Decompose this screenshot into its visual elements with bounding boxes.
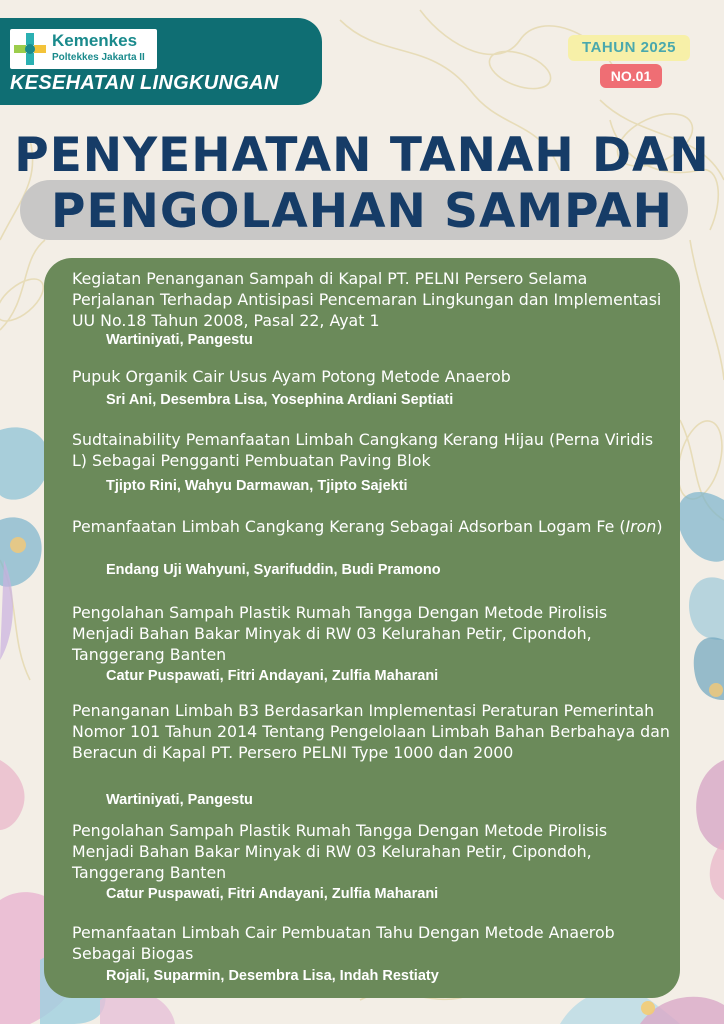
page-title-line-1: PENYEHATAN TANAH DAN bbox=[14, 128, 710, 183]
kemenkes-logo-icon bbox=[12, 31, 48, 67]
department-label: KESEHATAN LINGKUNGAN bbox=[10, 72, 279, 94]
article-title: Kegiatan Penanganan Sampah di Kapal PT. PELNI Persero Selama Perjalanan Terhadap Antisipasi Pencemaran Lingkungan dan Implementasi UU No.18 Tahun 2008, Pasal 22, Ayat 1 bbox=[72, 269, 662, 330]
list-item bbox=[72, 268, 672, 348]
article-title: Pemanfaatan Limbah Cair Pembuatan Tahu Dengan Metode Anaerob Sebagai Biogas bbox=[72, 923, 615, 963]
article-title: Pupuk Organik Cair Usus Ayam Potong Metode Anaerob bbox=[72, 367, 511, 386]
article-authors: Tjipto Rini, Wahyu Darmawan, Tjipto Sajekti bbox=[106, 478, 408, 494]
issue-badge: NO.01 bbox=[600, 64, 662, 88]
article-title-italic: Iron bbox=[625, 517, 657, 536]
list-item bbox=[72, 922, 672, 984]
page-title-line-2: PENGOLAHAN SAMPAH bbox=[51, 184, 673, 239]
article-authors: Rojali, Suparmin, Desembra Lisa, Indah Restiaty bbox=[106, 968, 439, 984]
article-title: Penanganan Limbah B3 Berdasarkan Implementasi Peraturan Pemerintah Nomor 101 Tahun 2014 Tentang Pengelolaan Limbah Bahan Berbahaya dan Beracun di Kapal PT. Persero PELNI Type 1000 dan 2000 bbox=[72, 701, 670, 762]
list-item bbox=[72, 700, 672, 808]
article-authors: Endang Uji Wahyuni, Syarifuddin, Budi Pramono bbox=[106, 562, 441, 578]
list-item bbox=[72, 602, 672, 684]
year-badge: TAHUN 2025 bbox=[568, 35, 690, 61]
article-title-main: Pemanfaatan Limbah Cangkang Kerang Sebagai Adsorban Logam Fe bbox=[72, 517, 615, 536]
list-item bbox=[72, 366, 672, 408]
article-authors: Wartiniyati, Pangestu bbox=[106, 332, 253, 348]
article-title: Sudtainability Pemanfaatan Limbah Cangkang Kerang Hijau (Perna Viridis L) Sebagai Pengganti Pembuatan Paving Blok bbox=[72, 430, 654, 470]
article-title: Pengolahan Sampah Plastik Rumah Tangga Dengan Metode Pirolisis Menjadi Bahan Bakar Minyak di RW 03 Kelurahan Petir, Cipondoh, Tanggerang Banten bbox=[72, 821, 608, 882]
list-item bbox=[72, 516, 672, 578]
article-title: Pengolahan Sampah Plastik Rumah Tangga Dengan Metode Pirolisis Menjadi Bahan Bakar Minyak di RW 03 Kelurahan Petir, Cipondoh, Tanggerang Banten bbox=[72, 603, 608, 664]
article-authors: Catur Puspawati, Fitri Andayani, Zulfia Maharani bbox=[106, 886, 439, 902]
article-authors: Wartiniyati, Pangestu bbox=[106, 792, 253, 808]
list-item bbox=[72, 820, 672, 902]
logo-name: Kemenkes bbox=[52, 31, 138, 50]
page-title bbox=[0, 128, 724, 240]
article-authors: Catur Puspawati, Fitri Andayani, Zulfia Maharani bbox=[106, 668, 439, 684]
article-authors: Sri Ani, Desembra Lisa, Yosephina Ardiani Septiati bbox=[106, 392, 454, 408]
list-item bbox=[72, 429, 672, 494]
article-title: Pemanfaatan Limbah Cangkang Kerang Sebagai Adsorban Logam Fe (Iron) bbox=[72, 517, 663, 536]
logo-subtitle: Poltekkes Jakarta II bbox=[52, 52, 145, 63]
